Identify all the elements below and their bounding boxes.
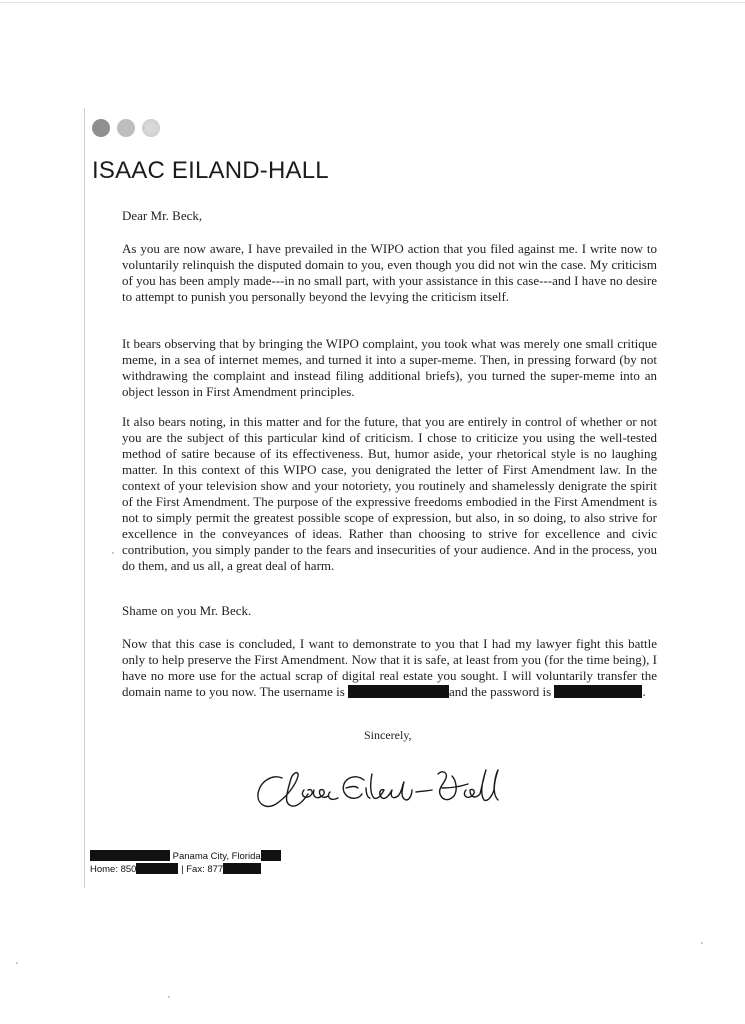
paragraph-2: It bears observing that by bringing the WIPO complaint, you took what was merely one small critique meme, in a sea of internet memes, and turned it into a super-meme. Then, in pressing forward (by not withdrawing the complaint and instead filing additional briefs), you turned the super-meme into an object lesson in First Amendment principles.	[122, 336, 657, 399]
letterhead-name: ISAAC EILAND-HALL	[92, 157, 329, 184]
paragraph-4	[122, 636, 657, 700]
footer-home-label: Home: 850	[90, 864, 137, 875]
handwritten-signature	[252, 760, 522, 826]
scan-speck	[701, 942, 703, 944]
footer-city: Panama City, Florida	[172, 851, 261, 862]
scan-edge-line	[0, 2, 745, 3]
left-margin-rule	[84, 108, 85, 888]
logo-dot-medium	[117, 119, 135, 137]
scan-speck	[16, 962, 18, 964]
redacted-zip	[261, 850, 281, 861]
footer-address-line	[90, 850, 281, 863]
paragraph-4-end: .	[642, 684, 646, 699]
scan-speck	[168, 996, 170, 998]
footer-phone-line	[90, 863, 261, 876]
footer-fax-label: | Fax: 877	[181, 864, 224, 875]
closing: Sincerely,	[364, 728, 412, 742]
paragraph-4-mid: and the password is	[449, 684, 555, 699]
paragraph-1: As you are now aware, I have prevailed in the WIPO action that you filed against me. I write now to voluntarily relinquish the disputed domain to you, even though you did not win the case. My criticism of you has been amply made---in no small part, with your assistance in this case---and I have no desire to attempt to punish you personally beyond the levying the criticism itself.	[122, 241, 657, 304]
paragraph-3: It also bears noting, in this matter and for the future, that you are entirely in control of whether or not you are the subject of this particular kind of criticism. I chose to criticize you using the well-tested method of satire because of its effectiveness. But, humor aside, your rhetorical style is no laughing matter. In this context of this WIPO case, you denigrated the letter of First Amendment law. In the context of your television show and your notoriety, you routinely and shamelessly denigrate the spirit of the First Amendment. The purpose of the expressive freedoms embodied in the First Amendment is not to simply permit the greatest possible scope of expression, but also, in so doing, to also strive for excellence in the conveyances of ideas. Rather than choosing to strive for excellence and civic contribution, you simply pander to the fears and insecurities of your audience. And in the process, you do them, and us all, a great deal of harm.	[122, 414, 657, 573]
redacted-fax-number	[223, 863, 261, 874]
redacted-password	[554, 685, 642, 698]
redacted-street-address	[90, 850, 170, 861]
shame-line: Shame on you Mr. Beck.	[122, 603, 252, 618]
scan-speck	[112, 552, 114, 554]
redacted-home-number	[136, 863, 178, 874]
paragraph-4-start: Now that this case is concluded, I want to demonstrate to you that I had my lawyer fight this battle only to help preserve the First Amendment. Now that it is safe, at least from you (for the time being), I have no more use for the actual scrap of digital real estate you sought. I will voluntarily transfer the domain name to you now. The username is	[122, 636, 657, 699]
three-grey-dots-logo	[92, 119, 160, 137]
logo-dot-dark	[92, 119, 110, 137]
logo-dot-light	[142, 119, 160, 137]
redacted-username	[348, 685, 449, 698]
salutation: Dear Mr. Beck,	[122, 208, 203, 223]
